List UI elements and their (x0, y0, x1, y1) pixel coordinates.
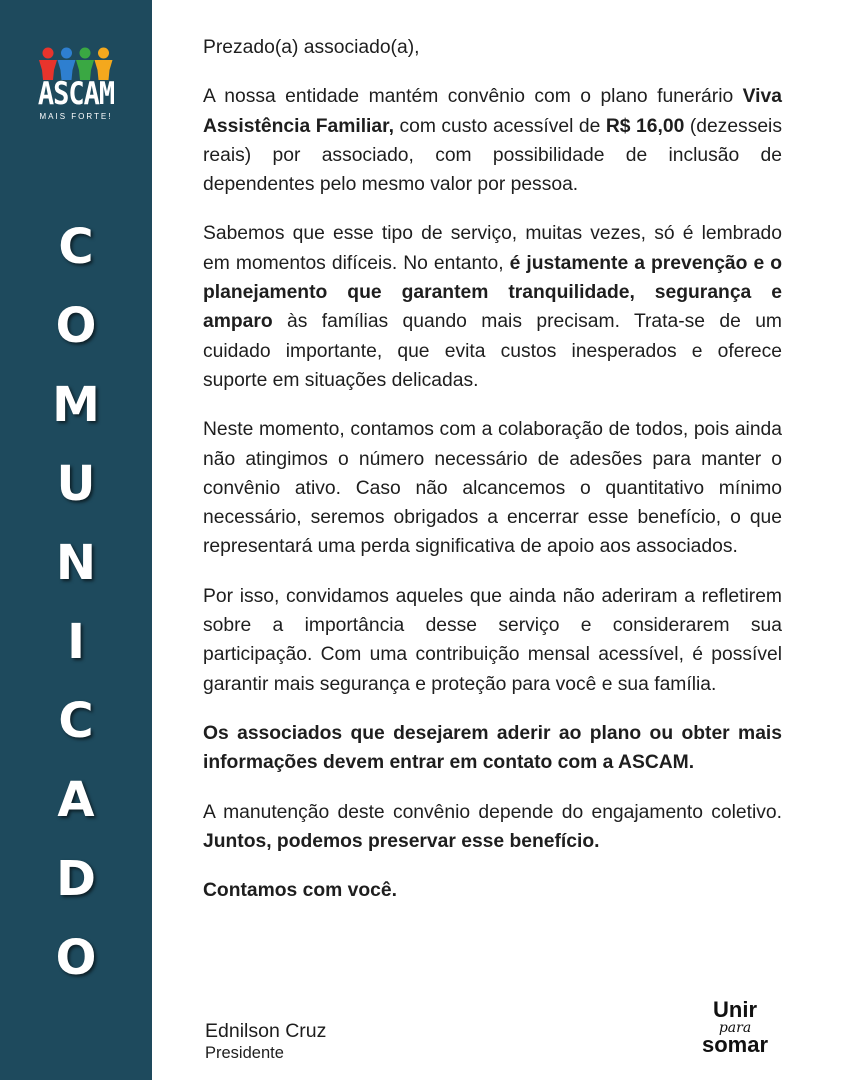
paragraph-4: Por isso, convidamos aqueles que ainda não aderiram a refletirem sobre a importância desse serviço e considerarem sua participação. Com uma contribuição mensal acessível, é possível garantir mais segurança e proteção para você e sua família. (203, 585, 782, 695)
sidebar-band (0, 0, 152, 1080)
paragraph-5: Os associados que desejarem aderir ao plano ou obter mais informações devem entrar em contato com a ASCAM. (203, 722, 782, 774)
logo-person-head (43, 48, 54, 59)
title-letter: I (67, 614, 85, 670)
ascam-logo (30, 46, 122, 121)
vertical-title-comunicado (0, 208, 152, 998)
logo-person-head (98, 48, 109, 59)
logo-name: ASCAM (37, 76, 115, 113)
paragraph-2: Sabemos que esse tipo de serviço, muitas vezes, só é lembrado em momentos difíceis. No entanto, é justamente a prevenção e o planejamento que garantem tranquilidade, segurança e amparo às famílias quando mais precisam. Trata-se de um cuidado importante, que evita custos inesperados e oferece suporte em situações delicadas. (203, 223, 782, 391)
closing: Contamos com você. (203, 880, 397, 902)
signature-role: Presidente (205, 1044, 284, 1062)
title-letter: U (56, 456, 96, 512)
paragraph-1: A nossa entidade mantém convênio com o plano funerário Viva Assistência Familiar, com custo acessível de R$ 16,00 (dezesseis reais) por associado, com possibilidade de inclusão de dependentes pelo mesmo valor por pessoa. (203, 86, 782, 196)
people-icon (37, 46, 115, 80)
signature-name: Ednilson Cruz (205, 1020, 327, 1042)
title-letter: D (56, 851, 96, 907)
signature-block (205, 1020, 326, 1064)
greeting: Prezado(a) associado(a), (203, 37, 420, 58)
logo-person-head (61, 48, 72, 59)
paragraph-6: A manutenção deste convênio depende do engajamento coletivo. Juntos, podemos preservar esse benefício. (203, 801, 782, 852)
title-letter: O (55, 930, 97, 986)
slogan-logo (690, 998, 780, 1056)
slogan-top: Unir (713, 997, 757, 1022)
title-letter: M (52, 377, 100, 433)
slogan-middle: para (718, 1020, 752, 1036)
title-letter: C (58, 219, 94, 275)
title-letter: C (58, 693, 94, 749)
slogan-bottom: somar (701, 1032, 769, 1057)
title-letter: N (55, 535, 97, 591)
paragraph-3: Neste momento, contamos com a colaboração de todos, pois ainda não atingimos o número necessário de adesões para manter o convênio ativo. Caso não alcancemos o quantitativo mínimo necessário, seremos obrigados a encerrar esse benefício, o que representará uma perda significativa de apoio aos associados. (203, 419, 782, 558)
logo-person-head (80, 48, 91, 59)
title-letter: A (57, 772, 95, 828)
letter-body (203, 33, 782, 925)
title-letter: O (55, 298, 97, 354)
logo-tagline: MAIS FORTE! (39, 112, 113, 121)
